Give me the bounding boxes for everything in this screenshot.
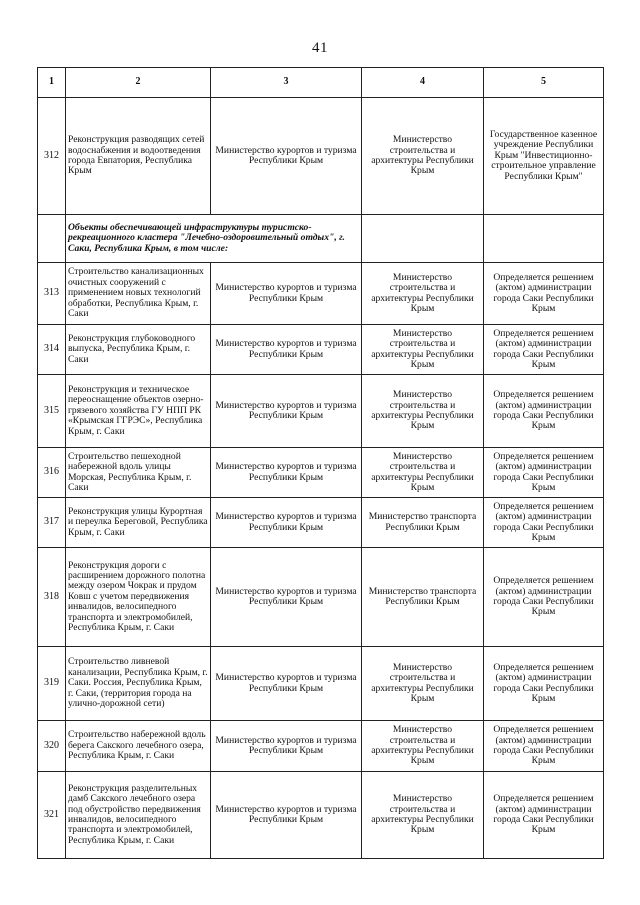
customer: Министерство курортов и туризма Республики Крым — [211, 325, 362, 375]
row-number: 320 — [38, 721, 66, 772]
customer: Министерство курортов и туризма Республики Крым — [211, 498, 362, 548]
executor: Определяется решением (актом) администрации города Саки Республики Крым — [484, 498, 604, 548]
table-row — [38, 548, 604, 647]
table-row — [38, 772, 604, 859]
object-name: Строительство набережной вдоль берега Сакского лечебного озера, Республика Крым, г. Саки — [66, 721, 211, 772]
responsible-ministry: Министерство строительства и архитектуры Республики Крым — [362, 647, 484, 721]
row-number: 314 — [38, 325, 66, 375]
row-number: 319 — [38, 647, 66, 721]
header-col-1: 1 — [38, 68, 66, 98]
responsible-ministry: Министерство строительства и архитектуры Республики Крым — [362, 98, 484, 215]
responsible-ministry: Министерство строительства и архитектуры Республики Крым — [362, 263, 484, 325]
section-empty-cell — [484, 215, 604, 263]
responsible-ministry: Министерство строительства и архитектуры Республики Крым — [362, 325, 484, 375]
page-number: 41 — [312, 40, 328, 56]
customer: Министерство курортов и туризма Республики Крым — [211, 448, 362, 498]
customer: Министерство курортов и туризма Республики Крым — [211, 647, 362, 721]
header-col-4: 4 — [362, 68, 484, 98]
responsible-ministry: Министерство транспорта Республики Крым — [362, 498, 484, 548]
object-name: Реконструкция разводящих сетей водоснабжения и водоотведения города Евпатория, Республика Крым — [66, 98, 211, 215]
customer: Министерство курортов и туризма Республики Крым — [211, 721, 362, 772]
executor: Определяется решением (актом) администрации города Саки Республики Крым — [484, 448, 604, 498]
executor: Определяется решением (актом) администрации города Саки Республики Крым — [484, 548, 604, 647]
row-number: 313 — [38, 263, 66, 325]
row-number: 316 — [38, 448, 66, 498]
executor: Определяется решением (актом) администрации города Саки Республики Крым — [484, 721, 604, 772]
section-empty-cell — [38, 215, 66, 263]
executor: Определяется решением (актом) администрации города Саки Республики Крым — [484, 263, 604, 325]
table-row — [38, 375, 604, 448]
table-row — [38, 721, 604, 772]
object-name: Строительство ливневой канализации, Республика Крым, г. Саки. Россия, Республика Крым, г. Саки, (территория города на улично-дорожной сети) — [66, 647, 211, 721]
table-row — [38, 498, 604, 548]
customer: Министерство курортов и туризма Республики Крым — [211, 772, 362, 859]
header-col-2: 2 — [66, 68, 211, 98]
table-row — [38, 448, 604, 498]
object-name: Строительство пешеходной набережной вдоль улицы Морская, Республика Крым, г. Саки — [66, 448, 211, 498]
object-name: Реконструкция глубоководного выпуска, Республика Крым, г. Саки — [66, 325, 211, 375]
object-name: Строительство канализационных очистных сооружений с применением новых технологий обработки, Республика Крым, г. Саки — [66, 263, 211, 325]
responsible-ministry: Министерство строительства и архитектуры Республики Крым — [362, 375, 484, 448]
responsible-ministry: Министерство транспорта Республики Крым — [362, 548, 484, 647]
executor: Определяется решением (актом) администрации города Саки Республики Крым — [484, 647, 604, 721]
projects-table — [37, 67, 604, 859]
customer: Министерство курортов и туризма Республики Крым — [211, 548, 362, 647]
section-row — [38, 215, 604, 263]
executor: Государственное казенное учреждение Республики Крым "Инвестиционно-строительное управление Республики Крым" — [484, 98, 604, 215]
customer: Министерство курортов и туризма Республики Крым — [211, 98, 362, 215]
row-number: 312 — [38, 98, 66, 215]
responsible-ministry: Министерство строительства и архитектуры Республики Крым — [362, 721, 484, 772]
executor: Определяется решением (актом) администрации города Саки Республики Крым — [484, 375, 604, 448]
row-number: 317 — [38, 498, 66, 548]
object-name: Реконструкция и техническое переоснащение объектов озерно-грязевого хозяйства ГУ НПП РК «Крымская ГГРЭС», Республика Крым, г. Саки — [66, 375, 211, 448]
executor: Определяется решением (актом) администрации города Саки Республики Крым — [484, 772, 604, 859]
header-col-5: 5 — [484, 68, 604, 98]
object-name: Реконструкция разделительных дамб Сакского лечебного озера под обустройство передвижения инвалидов, велосипедного транспорта и электромобилей, Республика Крым, г. Саки — [66, 772, 211, 859]
responsible-ministry: Министерство строительства и архитектуры Республики Крым — [362, 772, 484, 859]
object-name: Реконструкция улицы Курортная и переулка Береговой, Республика Крым, г. Саки — [66, 498, 211, 548]
row-number: 321 — [38, 772, 66, 859]
table-row — [38, 98, 604, 215]
header-row — [38, 68, 604, 98]
table-row — [38, 647, 604, 721]
row-number: 315 — [38, 375, 66, 448]
customer: Министерство курортов и туризма Республики Крым — [211, 263, 362, 325]
object-name: Реконструкция дороги с расширением дорожного полотна между озером Чокрак и прудом Ковш с учетом передвижения инвалидов, велосипедного транспорта и электромобилей, Республика Крым, г. Саки — [66, 548, 211, 647]
table-row — [38, 263, 604, 325]
executor: Определяется решением (актом) администрации города Саки Республики Крым — [484, 325, 604, 375]
section-title: Объекты обеспечивающей инфраструктуры туристско-рекреационного кластера "Лечебно-оздоровительный отдых", г. Саки, Республика Крым, в том числе: — [66, 215, 362, 263]
responsible-ministry: Министерство строительства и архитектуры Республики Крым — [362, 448, 484, 498]
header-col-3: 3 — [211, 68, 362, 98]
customer: Министерство курортов и туризма Республики Крым — [211, 375, 362, 448]
table-row — [38, 325, 604, 375]
section-empty-cell — [362, 215, 484, 263]
row-number: 318 — [38, 548, 66, 647]
